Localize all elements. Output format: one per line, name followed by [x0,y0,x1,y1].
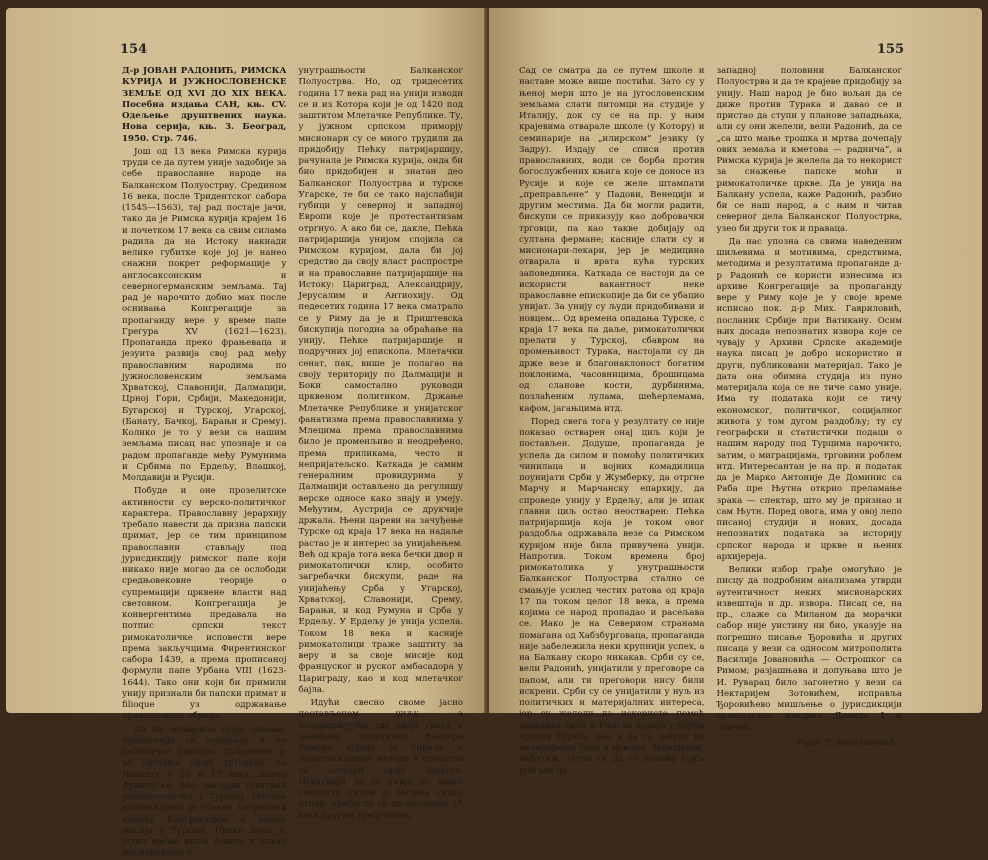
right-page-columns [519,66,902,776]
paragraph: Побуде и оне прозелитске активности су верско-политичког карактера. Православну јерархију требало навести да призна папски примат, јер се тим принципом православни стављају под јурисдикцију римског папе који никако није могао да се ослободи средњовековне теорије о супремацији црквене власти над световном. Конгрегација је конвергентима предавала на потпис српски текст римокатоличке исповести вере према закључцима Фирентинског сабора 1439, а према прописаној формули папе Урбана VIII (1623-1644). Тако они који би примили унију признали би папски примат и filioque уз одржавање православних обреда. [122,486,287,722]
author-signature: Рајко Л. Веселиновић [797,737,896,748]
right-page [489,8,982,776]
paragraph: Идући свесно своме јасно постављеном циљу, а искоришћујући све своје снаге и наведене политичке факторе Римска курија је бирала и најцелисходније методе и средства да оствари своје задатке. Искуснији да се унија не може сместити силом је мазива сидан отпор, прибегло се од половине 17 века другим средствима. [298,698,463,821]
paragraph: унутрашњости Балканског Полуострва. Но, од тридесетих година 17 века рад на унији изводи се и из Котора који је од 1420 под заштитом Млетачке Републике. Ту, у јужном српском приморју мисионари су се много трудили да придобију Пећку патријаршију, рачунала је Римска курија, онда би био придобијен и знатан део Балканског Полуострва и турске Угарске, те би се тако најслабији губици у северној и западној Европи које је протестантизам отргнуо. А ако би се, дакле, Пећка патријаршија унијом спојила са Римском куријом, дала би јој средство да своју власт распростре и на православне патријаршије на Истоку: Цариград, Александрију, Јерусалим и Антиохију. Од педесетих година 17 века сматрало се у Риму да је и Приштевска бискупија погодна за обраћање на унију, Пећке патријаршије и подручних јој епископа. Млетачки сенат, пак, више је полагао на своју територију по Далмацији и Боки самостално руководи црквеном политиком. Држање Млетачке Републике и унијатског фанатизма према православнима у Млецима према православнима било је променљиво и неодређено, према приликама, често и непријатељско. Каткада је самим генералним провидурима у Далмацији остављено да регулишу верске односе како знају и умеју. Међутим, Аустрија се друкчије држала. Њени цареви на зачуђење Турске од краја 17 века на надаље растао је и интерес за унијаћењем. Већ од краја тога века бечки двор и римокатолички клир, особито загребачки бискупи, раде на унијаћењу Срба у Угарској, Хрватској, Славонији, Срему, Барањи, и код Румуна и Срба у Ердељу. У Ердељу је унија успела. Током 18 века и касније римокатолици траже заштиту за веру и за своје мисије код француског и руског амбасадора у Цариграду, као и код млетачког бајла. [298,66,463,695]
paragraph: Да нас упозна са свима наведеним шиљевима и мотивима, средствима, методима и резултатима пропаганде д-р Радонић се користи изнесима из архиве Конгрегације за пропаганду вере у Риму које је у своје време исписао пок. д-р Мих. Гавриловић, посланик Србије при Ватикану. Осим њих досада непознатих извора које се чувају у Архиви Српске академије наука писац је добро искористио и други, публиковани материјал. Тако је дата она обимна студија из пуно материјала која се не тиче само уније. Има ту података који се тичу економског, политичког, социјалног живота у том дугом раздобљу; ту су географски и статистички подаци о нашим народу под Турцима нарочито, затим, о миграцијама, трговини роблем итд. Интересантан је на пр. и податак да је Марко Антоније Де Доминис са Раба пре Њутна открио преламање зрака — спектар, што му је признао и сам Њутн. Поред овога, има у овој лепо писаној студији и нових, досада непознатих података за историју српског народа и цркве и њених архијереја. [716,236,902,562]
paragraph: Још од 13 века Римска курија труди се да путем уније задобије за себе православне народе на Балканском Полуострву. Средином 16 века, после Тридентског сабора (1545—1563), тај рад постаје јачи, тако да је Римска курија крајем 16 и почетком 17 века са свим силама радила да на Истоку накнади велике губитке које јој је нанео снажни покрет реформације у англосаксонским и северногерманским земљама. Тај рад је нарочито добио мах после оснивања Конгрегације за пропаганду вере у време папе Грегура XV (1621—1623). Пропаганда преко фрањеваца и језуита развија свој рад међу православним народима по јужнословенским земљама Хрватској, Славонији, Далмацији, Црној Гори, Србији, Македонији, Бугарској и Турској, Угарској, (Банату, Бачкој, Барањи и Срему). Колико је то у вези са нашим земљама писац нас упознаје и са радом пропаганде међу Румунима и Србима по Ердељу, Влашкој, Молдавији и Русији. [122,146,287,483]
right-column-2 [716,66,903,748]
left-column-2 [298,66,464,821]
page-number-right: 155 [876,42,904,57]
paragraph: Да би остварила своје циљеве, пропаганда се ослањала и на политичке факторе. Дубровник је за цветања своје трговине на Леванту у 16 и 17 веку, поред Француске, био значајан штитник римокатоличка у Турској. Његова надбискупија је главни посредник између Конгрегације и њених мисија у Турској. Преко њега је једно време ишла пошта и новац мисионарима у [122,724,287,859]
paragraph: Поред свега тога у резултату се није показао остварен онај циљ који је постављен. Додуше, пропаганда је успела да силом и помоћу политичких чинилаца и војних комадилица поунијати Срби у Жумберку, да отргне Марчу и Марчанску епархију, да спроведе унију у Ердељу, али је ипак главни циљ остао неостварен: Пећка патријаршија која је током овог раздобља одржавала везе са Римском куријом није била привучена унији. Напротив. Током времена број римокатолика у унутрашњости Балканског Полуострва стално се смањује усилед честих ратова од краја 17 па током целог 18 века, а према којима се народ пропадао и расељава се. Иако је на Севериом странама помагана од Хабзбурговаца, пропаганда није забележила неки крупнији успех, а на Балкану скоро никакав. Срби су се, вели Радонић, унијатили у преговоре са папом, али ти преговори нису били искрени. Срби су се унијатили у нуљ из политичких и материјалних интереса, јер су желели да искористе помоћ западних сила и Римске курије у борби против Турака, као и да се закупу из материјалне беде и невоље. Западњаци, међутим, хтели су да се помоћу Срба угнгаве на [519,416,705,776]
paragraph: Велики избор грађе омогућио је писцу да подробним анализама утврди аутентичност неких мисионарских извештаја и др. извора. Писац се, на пр., слаже са Миланом да морачки сабор није уистину ни био, указује на погрешно писање Ђоровића и других писаца у вези са односом митрополита Василија Јовановића — Острошког са Римом; разјашњава и допуњава што је И. Руварац било загонетно у вези са Нектаријем Зотовићем, исправља Ђоровићево мишљење о јурисдикцији црногорског владике Данила I и слично. [716,565,902,733]
left-column-1 [122,66,287,859]
right-column-1 [519,66,705,776]
paragraph: западној половини Балканског Полуострва и да те крајеве придобију за унију. Наш народ је био вољан да се диже против Турака и давао се и пристао да ступи у планове западњака, али су они желели, вели Радонић, да се „са што мање трошка и мртва дочепају ових земаља и кметова — раднича“, а Римска курија је желела да то некорист за снажење папске моћи и римокатоличке цркве. Да је унија на Балкану успела, каже Радонић, разбио би се наш народ, а с њим и читав северног дела Балканског Полуострва, узео би други ток и праваца. [716,66,902,234]
page-number-left: 154 [120,42,148,57]
review-heading: Д-р ЈОВАН РАДОНИЋ, РИМСКА КУРИЈА И ЈУЖНОСЛОВЕНСКЕ ЗЕМЉЕ ОД XVI ДО XIX ВЕКА. Посебна издања САН, књ. CV. Одељење друштвених наука. Нова серија, књ. 3. Београд, 1950. Стр. 746. [122,66,287,144]
left-page [6,8,487,859]
left-page-columns [122,66,463,859]
paragraph: Сад се сматра да се путем школе и наставе може више постићи. Зато су у њеној мери што је на југословенским земљама слати питомци на студије у Италију, док су се на пр. у њим крајевима отварале школе (у Котору) и семинарије на „илирском“ језику (у Задру). Издају се списи против православних, води се борба против богослужбених књига које се доносе из Русије и које се желе штампати „преправљене“ у Падови, Венецији и другим местима. Да би могли радити, бискупи се приказују као добровачки трговци, па као такве добијају од султана фермане; касније слати су и мисионари-лекари, јер је медицина отварала и врата кућа турских заповедника. Каткада се настоји да се искористи вакантност неке православне епископије да би се убацио унијат. За унију су људи придобивани и новцем... Од времена опадања Турске, с краја 17 века па даље, римокатолички прелати у Турској, сбавром на промењивост Турака, настојали су да држе везе и благонаклоност богатим поклонима, часовницима, брошицама од сланове кости, дурбинима, позлаћеним лулама, шећерлемама, кафом, јагањцима итд. [519,66,705,414]
